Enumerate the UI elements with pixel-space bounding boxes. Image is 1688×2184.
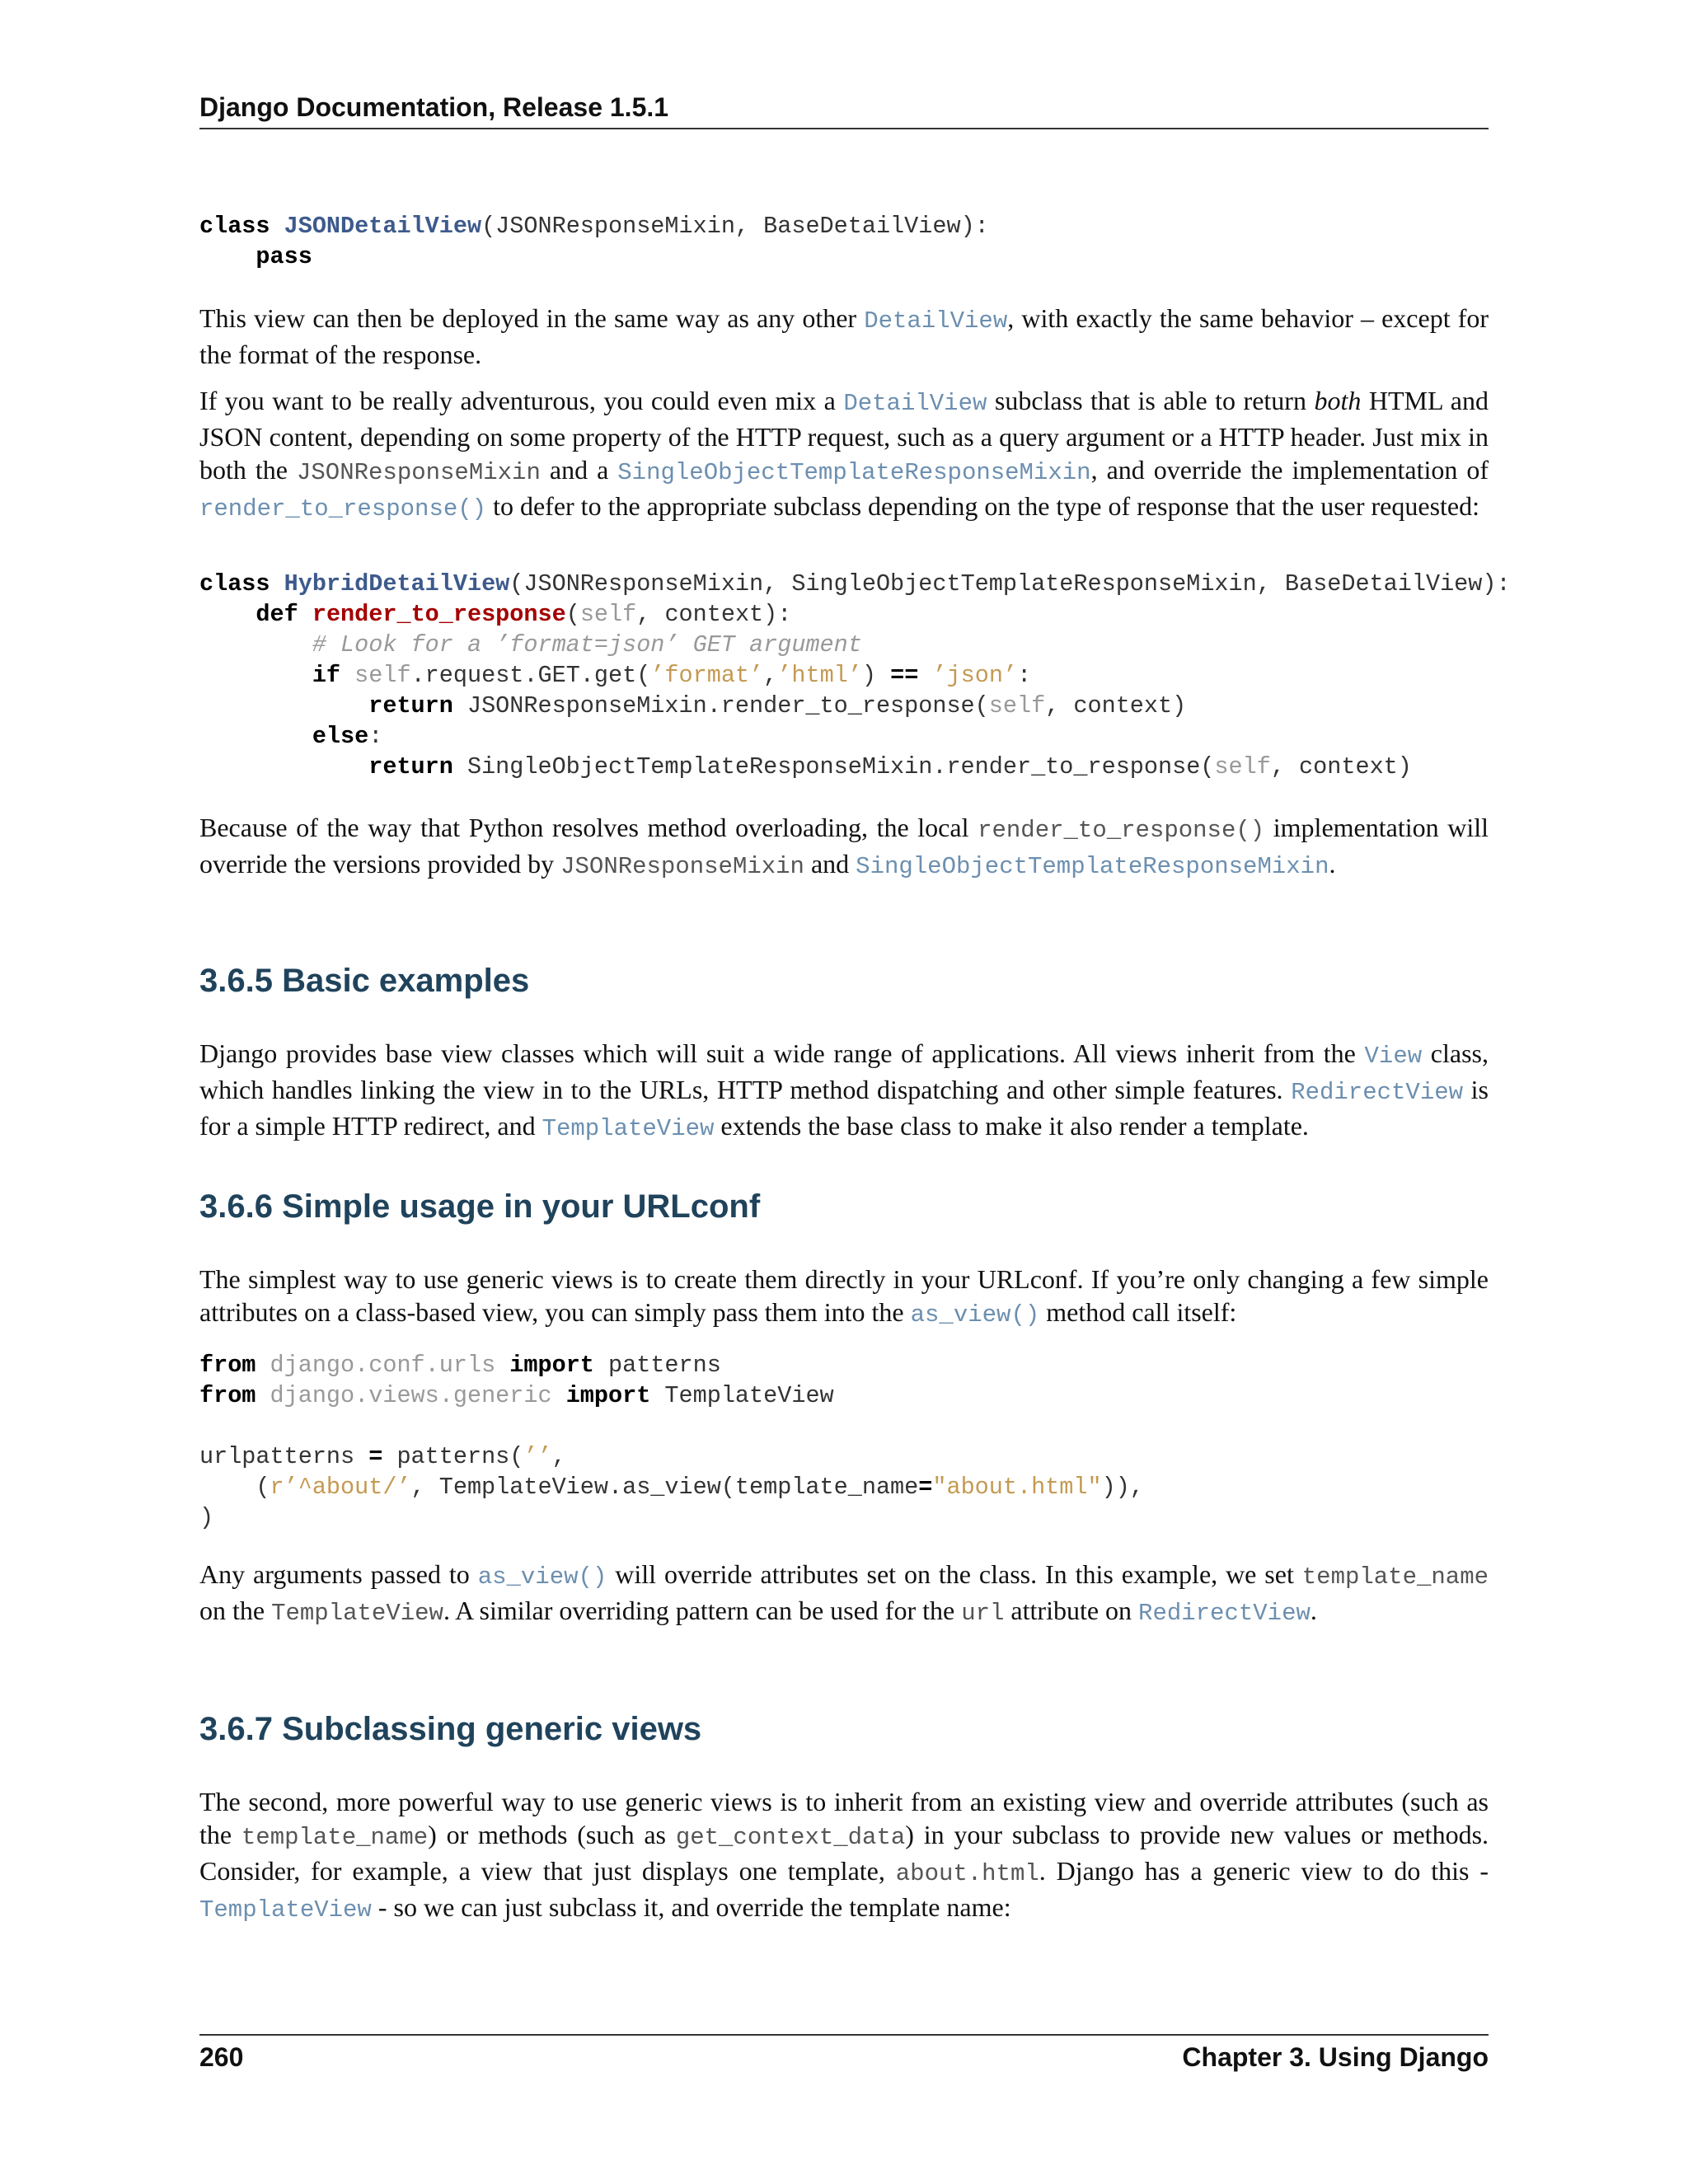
text: The second, more powerful way to use generic views is to inherit from an existing view and override attributes (such as the — [199, 1787, 1489, 1849]
text: to defer to the appropriate subclass depending on the type of response that the user requested: — [486, 491, 1480, 521]
code-text: , context) — [1270, 753, 1412, 780]
text: on the — [199, 1596, 272, 1625]
code-text: patterns — [593, 1352, 721, 1379]
code-text: , context): — [636, 601, 792, 628]
code-text: JSONResponseMixin.render_to_response( — [452, 692, 989, 719]
text: Because of the way that Python resolves method overloading, the local — [199, 813, 978, 842]
inline-code: JSONResponseMixin — [560, 853, 804, 880]
text: extends the base class to make it also render a template. — [714, 1111, 1309, 1141]
inline-code: template_name — [1301, 1563, 1489, 1591]
code-keyword: return — [368, 692, 453, 719]
code-module: django.views.generic — [256, 1382, 566, 1409]
code-keyword: class — [199, 213, 270, 240]
code-operator: = — [368, 1443, 383, 1470]
running-header: Django Documentation, Release 1.5.1 — [199, 92, 1489, 129]
text: will override attributes set on the class. In this example, we set — [607, 1559, 1302, 1589]
text: and — [804, 849, 856, 879]
code-keyword: import — [565, 1382, 651, 1409]
section-heading-simple-usage: 3.6.6 Simple usage in your URLconf — [199, 1188, 761, 1225]
code-text: , — [551, 1443, 566, 1470]
code-class-name: JSONDetailView — [284, 213, 482, 240]
code-text: )), — [1101, 1474, 1144, 1501]
inline-code: template_name — [241, 1824, 429, 1851]
code-keyword: pass — [256, 243, 312, 270]
view-link[interactable]: View — [1364, 1043, 1423, 1070]
text: . — [1329, 849, 1336, 879]
code-text: patterns( — [382, 1443, 524, 1470]
code-operator: == — [890, 662, 919, 689]
code-self: self — [988, 692, 1046, 719]
text: The simplest way to use generic views is to create them directly in your URLconf. If you’re only changing a few simple attributes on a class-based view, you can simply pass them into the — [199, 1264, 1489, 1327]
singleobjecttemplateresponsemixin-link[interactable]: SingleObjectTemplateResponseMixin — [617, 459, 1091, 486]
code-text — [918, 662, 932, 689]
text: . A similar overriding pattern can be used for the — [443, 1596, 962, 1625]
text: If you want to be really adventurous, you could even mix a — [199, 386, 844, 415]
detailview-link[interactable]: DetailView — [864, 307, 1008, 335]
text: . — [1310, 1596, 1317, 1625]
text: subclass that is able to return — [987, 386, 1315, 415]
text: - so we can just subclass it, and override the template name: — [371, 1892, 1011, 1922]
code-operator: = — [918, 1474, 933, 1501]
inline-code: JSONResponseMixin — [297, 459, 541, 486]
code-text: .request.GET.get( — [410, 662, 651, 689]
code-block-json-detail-view — [199, 211, 989, 272]
as-view-link[interactable]: as_view() — [477, 1563, 607, 1591]
code-text: ) — [199, 1504, 214, 1531]
code-comment: # Look for a ’format=json’ GET argument — [312, 631, 862, 658]
code-text: (JSONResponseMixin, BaseDetailView): — [481, 213, 989, 240]
code-text: TemplateView — [650, 1382, 834, 1409]
render-to-response-link[interactable]: render_to_response() — [199, 495, 487, 523]
code-text: SingleObjectTemplateResponseMixin.render_to_response( — [452, 753, 1215, 780]
code-string: "about.html" — [932, 1474, 1102, 1501]
code-text: , — [763, 662, 778, 689]
text: ) or methods (such as — [428, 1820, 676, 1849]
footer-divider — [199, 2034, 1489, 2036]
code-keyword: class — [199, 570, 270, 598]
text: implementation will override the versions provided by — [199, 813, 1489, 879]
text: . Django has a generic view to do this - — [1039, 1856, 1489, 1886]
code-keyword: return — [368, 753, 453, 780]
code-keyword: else — [312, 723, 369, 750]
code-text: : — [368, 723, 383, 750]
code-text: urlpatterns — [199, 1443, 369, 1470]
code-module: django.conf.urls — [256, 1352, 510, 1379]
paragraph-deploy-view — [199, 302, 1489, 371]
templateview-link[interactable]: TemplateView — [542, 1115, 715, 1142]
paragraph-method-overloading — [199, 811, 1489, 883]
inline-code: TemplateView — [271, 1600, 443, 1627]
text: is for a simple HTTP redirect, and — [199, 1075, 1489, 1141]
text: method call itself: — [1039, 1297, 1237, 1327]
text: attribute on — [1004, 1596, 1139, 1625]
code-keyword: import — [509, 1352, 594, 1379]
paragraph-basic-examples — [199, 1037, 1489, 1146]
code-text: ( — [565, 601, 580, 628]
code-string: ’html’ — [777, 662, 862, 689]
paragraph-simple-usage — [199, 1263, 1489, 1332]
code-block-hybrid-detail-view — [199, 569, 1511, 782]
text: and a — [540, 455, 618, 485]
code-keyword: if — [312, 662, 341, 689]
section-heading-basic-examples: 3.6.5 Basic examples — [199, 963, 530, 999]
code-string: ’’ — [523, 1443, 552, 1470]
code-string: r’^about/’ — [270, 1474, 411, 1501]
text: , with exactly the same behavior – except for the format of the response. — [199, 303, 1489, 369]
paragraph-as-view-arguments — [199, 1558, 1489, 1630]
inline-code: get_context_data — [675, 1824, 906, 1851]
code-self: self — [579, 601, 637, 628]
text: class, which handles linking the view in to the URLs, HTTP method dispatching and other simple features. — [199, 1038, 1489, 1104]
emphasis: both — [1314, 386, 1362, 415]
templateview-link[interactable]: TemplateView — [199, 1896, 372, 1924]
text: This view can then be deployed in the same way as any other — [199, 303, 865, 333]
code-block-urlconf — [199, 1350, 1144, 1533]
code-string: ’format’ — [650, 662, 764, 689]
inline-code: url — [961, 1600, 1005, 1627]
section-heading-subclassing: 3.6.7 Subclassing generic views — [199, 1711, 702, 1747]
inline-code: render_to_response() — [978, 817, 1265, 844]
text: Django provides base view classes which will suit a wide range of applications. All views inherit from the — [199, 1038, 1365, 1068]
code-text: (JSONResponseMixin, SingleObjectTemplateResponseMixin, BaseDetailView): — [509, 570, 1511, 598]
as-view-link[interactable]: as_view() — [910, 1301, 1040, 1329]
code-function-name: render_to_response — [312, 601, 566, 628]
text: ) in your subclass to provide new values or methods. Consider, for example, a view that just displays one template, — [199, 1820, 1489, 1886]
inline-code: about.html — [895, 1860, 1039, 1887]
text: Any arguments passed to — [199, 1559, 478, 1589]
code-keyword: def — [256, 601, 298, 628]
redirectview-link[interactable]: RedirectView — [1138, 1600, 1311, 1627]
paragraph-hybrid-intro — [199, 384, 1489, 526]
detailview-link[interactable]: DetailView — [843, 390, 987, 417]
text: HTML and JSON content, depending on some property of the HTTP request, such as a query argument or a HTTP header. Just mix in both the — [199, 386, 1489, 485]
paragraph-subclassing — [199, 1785, 1489, 1927]
code-self: self — [354, 662, 411, 689]
code-keyword: from — [199, 1382, 256, 1409]
code-text: ( — [199, 1474, 270, 1501]
page-number: 260 — [199, 2042, 244, 2072]
code-text: : — [1017, 662, 1032, 689]
code-text: , context) — [1045, 692, 1187, 719]
code-class-name: HybridDetailView — [284, 570, 510, 598]
code-string: ’json’ — [932, 662, 1018, 689]
chapter-title: Chapter 3. Using Django — [1182, 2042, 1489, 2072]
code-keyword: from — [199, 1352, 256, 1379]
singleobjecttemplateresponsemixin-link[interactable]: SingleObjectTemplateResponseMixin — [856, 853, 1329, 880]
redirectview-link[interactable]: RedirectView — [1291, 1079, 1464, 1106]
code-self: self — [1214, 753, 1271, 780]
text: , and override the implementation of — [1090, 455, 1489, 485]
code-text: , TemplateView.as_view(template_name — [410, 1474, 919, 1501]
code-text: ) — [861, 662, 891, 689]
